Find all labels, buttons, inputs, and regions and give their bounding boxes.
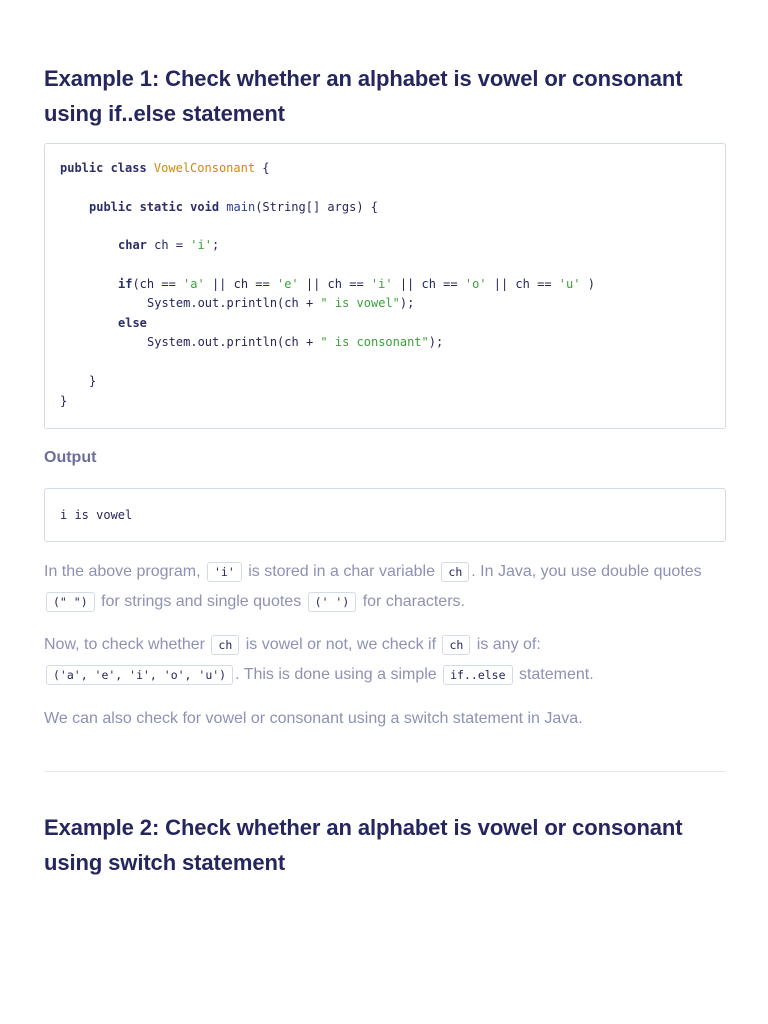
output-label: Output [44,449,97,466]
code-text: ); [399,296,415,310]
code-text: } [60,394,68,408]
paragraph-text: Now, to check whether [44,636,210,653]
code-text: ); [428,335,444,349]
code-line [60,159,270,177]
inline-code: (" ") [46,592,95,612]
code-function-name: main [226,200,256,214]
paragraph-text: In the above program, [44,563,205,580]
code-text: ; [211,238,220,252]
section-divider [44,771,726,772]
code-line [147,333,443,351]
explanation-paragraph-1 [44,557,726,617]
inline-code: ch [442,635,470,655]
paragraph-text: is stored in a char variable [243,563,440,580]
explanation-paragraph-3: We can also check for vowel or consonant using a switch statement in Java. [44,710,583,727]
code-line [60,392,67,410]
code-string: " is consonant" [320,335,429,349]
code-text: System.out.println(ch + [147,335,321,349]
code-text: ch = [146,238,191,252]
inline-code: if..else [443,665,512,685]
inline-code: (' ') [308,592,357,612]
code-keyword: if [118,277,133,291]
code-keyword: char [118,238,147,252]
example-1-heading: Example 1: Check whether an alphabet is vowel or consonant using if..else statement [44,66,683,126]
code-keyword: public class [60,161,154,175]
code-string: 'o' [464,277,487,291]
paragraph-text: . In Java, you use double quotes [471,563,702,580]
code-keyword: public static void [89,200,227,214]
code-block-vowel-consonant [44,143,726,429]
code-class-name: VowelConsonant [153,161,256,175]
code-line [118,275,595,293]
paragraph-text: statement. [514,666,594,683]
code-line [89,198,378,216]
code-keyword: else [118,316,147,330]
code-text: || ch == [204,277,277,291]
code-line [118,236,219,254]
inline-code: ('a', 'e', 'i', 'o', 'u') [46,665,233,685]
code-text: } [89,374,97,388]
inline-code: ch [441,562,469,582]
code-string: 'i' [370,277,393,291]
output-block [44,488,726,542]
code-text: || ch == [298,277,371,291]
code-text: || ch == [392,277,465,291]
code-line [147,294,414,312]
paragraph-text: is any of: [472,636,541,653]
code-string: 'a' [183,277,205,291]
code-text: || ch == [486,277,559,291]
code-line [118,314,147,332]
code-text: (String[] args) { [255,200,379,214]
paragraph-text: for characters. [358,593,465,610]
paragraph-text: is vowel or not, we check if [241,636,441,653]
explanation-paragraph-2 [44,630,726,690]
inline-code: 'i' [207,562,242,582]
paragraph-text: . This is done using a simple [235,666,442,683]
code-line [89,372,96,390]
code-text: ) [580,277,595,291]
code-text: (ch == [132,277,184,291]
code-text: System.out.println(ch + [147,296,321,310]
example-2-heading: Example 2: Check whether an alphabet is vowel or consonant using switch statement [44,815,683,875]
code-string: 'i' [190,238,212,252]
paragraph-text: for strings and single quotes [96,593,306,610]
code-string: 'u' [558,277,581,291]
code-string: " is vowel" [320,296,400,310]
code-string: 'e' [276,277,299,291]
inline-code: ch [211,635,239,655]
code-text: { [255,161,270,175]
output-text: i is vowel [60,508,133,522]
